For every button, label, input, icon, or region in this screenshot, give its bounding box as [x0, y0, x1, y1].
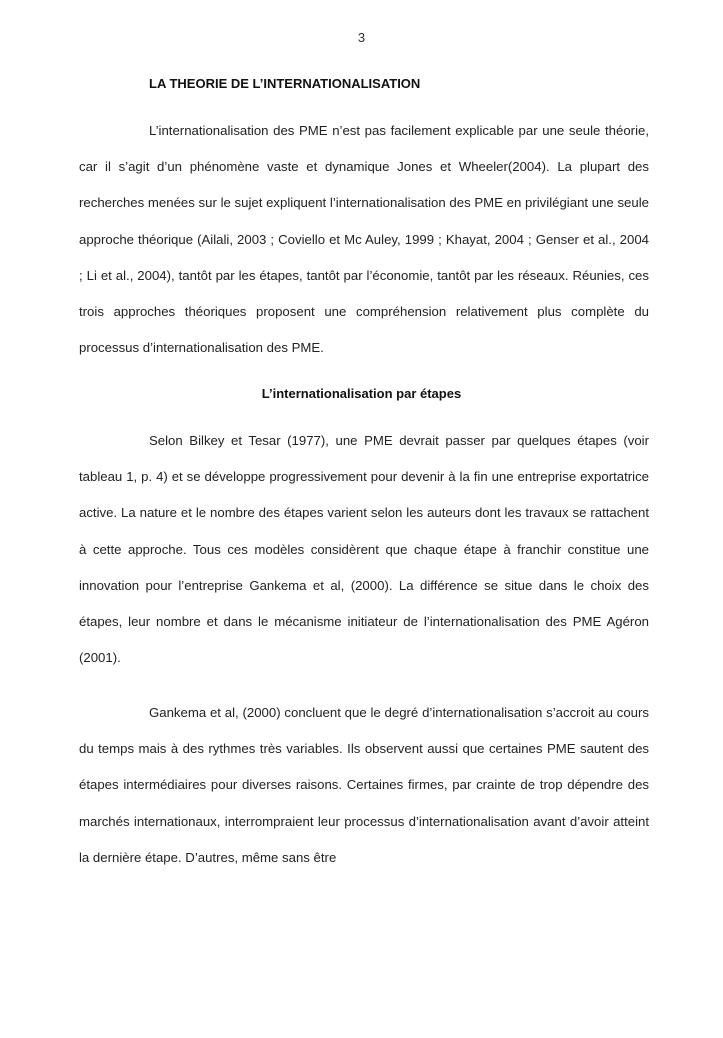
paragraph-2: Selon Bilkey et Tesar (1977), une PME devrait passer par quelques étapes (voir tableau 1, p. 4) et se développe progressivement pour devenir à la fin une entreprise exportatrice active. La nature et le nombre des étapes varient selon les auteurs dont les travaux se rattachent à cette approche. Tous ces modèles considèrent que chaque étape à franchir constitue une innovation pour l’entreprise Gankema et al, (2000). La différence se situe dans le choix des étapes, leur nombre et dans le mécanisme initiateur de l’internationalisation des PME Agéron (2001). [79, 433, 649, 666]
paragraph-3: Gankema et al, (2000) concluent que le degré d’internationalisation s’accroit au cours du temps mais à des rythmes très variables. Ils observent aussi que certaines PME sautent des étapes intermédiaires pour diverses raisons. Certaines firmes, par crainte de trop dépendre des marchés internationaux, interrompraient leur processus d’internationalisation avant d’avoir atteint la dernière étape. D’autres, même sans être [79, 705, 649, 865]
subsection-title: L’internationalisation par étapes [261, 386, 462, 401]
paragraph-1: L’internationalisation des PME n’est pas facilement explicable par une seule théorie, car il s’agit d’un phénomène vaste et dynamique Jones et Wheeler(2004). La plupart des recherches menées sur le sujet expliquent l’internationalisation des PME en privilégiant une seule approche théorique (Ailali, 2003 ; Coviello et Mc Auley, 1999 ; Khayat, 2004 ; Genser et al., 2004 ; Li et al., 2004), tantôt par les étapes, tantôt par l’économie, tantôt par les réseaux. Réunies, ces trois approches théoriques proposent une compréhension relativement plus complète du processus d’internationalisation des PME. [79, 123, 649, 356]
page-number: 3 [357, 30, 366, 45]
section-title: LA THEORIE DE L’INTERNATIONALISATION [149, 76, 421, 91]
